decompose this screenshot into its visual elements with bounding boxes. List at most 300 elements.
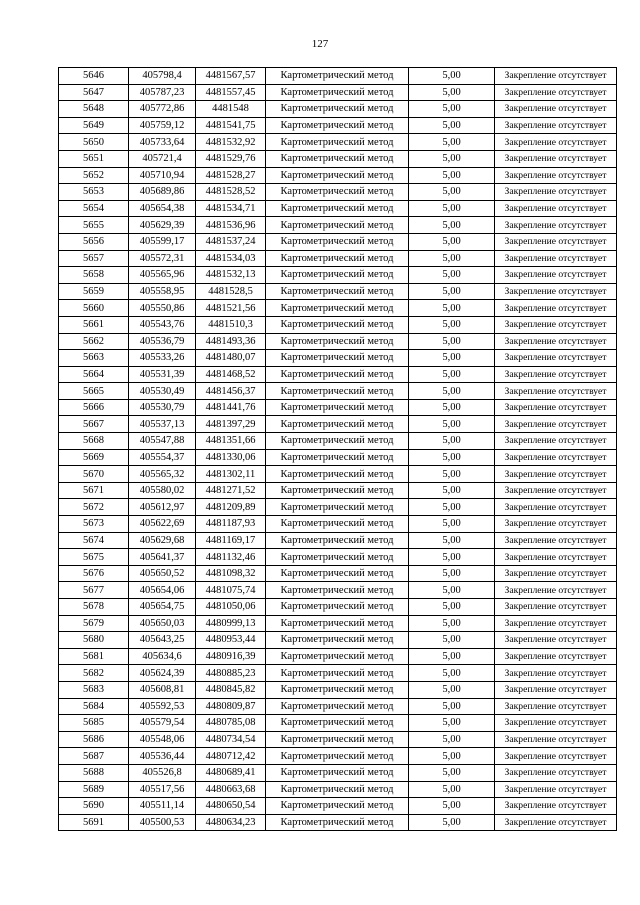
accuracy-cell: 5,00 [409, 565, 495, 582]
point-number-cell: 5647 [59, 84, 129, 101]
accuracy-cell: 5,00 [409, 383, 495, 400]
y-coordinate-cell: 4481468,52 [196, 366, 266, 383]
point-number-cell: 5667 [59, 416, 129, 433]
method-cell: Картометрический метод [266, 482, 409, 499]
fixing-cell: Закрепление отсутствует [495, 516, 617, 533]
y-coordinate-cell: 4481532,13 [196, 267, 266, 284]
point-number-cell: 5657 [59, 250, 129, 267]
point-number-cell: 5678 [59, 599, 129, 616]
accuracy-cell: 5,00 [409, 366, 495, 383]
x-coordinate-cell: 405554,37 [129, 449, 196, 466]
fixing-cell: Закрепление отсутствует [495, 68, 617, 85]
table-row [59, 117, 617, 134]
x-coordinate-cell: 405526,8 [129, 764, 196, 781]
x-coordinate-cell: 405536,44 [129, 748, 196, 765]
point-number-cell: 5674 [59, 532, 129, 549]
accuracy-cell: 5,00 [409, 184, 495, 201]
y-coordinate-cell: 4480916,39 [196, 648, 266, 665]
x-coordinate-cell: 405650,52 [129, 565, 196, 582]
x-coordinate-cell: 405531,39 [129, 366, 196, 383]
fixing-cell: Закрепление отсутствует [495, 648, 617, 665]
x-coordinate-cell: 405759,12 [129, 117, 196, 134]
accuracy-cell: 5,00 [409, 516, 495, 533]
x-coordinate-cell: 405550,86 [129, 300, 196, 317]
x-coordinate-cell: 405710,94 [129, 167, 196, 184]
method-cell: Картометрический метод [266, 416, 409, 433]
y-coordinate-cell: 4480953,44 [196, 632, 266, 649]
point-number-cell: 5681 [59, 648, 129, 665]
table-row [59, 748, 617, 765]
method-cell: Картометрический метод [266, 681, 409, 698]
point-number-cell: 5646 [59, 68, 129, 85]
accuracy-cell: 5,00 [409, 781, 495, 798]
y-coordinate-cell: 4481441,76 [196, 399, 266, 416]
table-row [59, 250, 617, 267]
accuracy-cell: 5,00 [409, 217, 495, 234]
fixing-cell: Закрепление отсутствует [495, 814, 617, 831]
fixing-cell: Закрепление отсутствует [495, 399, 617, 416]
x-coordinate-cell: 405654,38 [129, 200, 196, 217]
accuracy-cell: 5,00 [409, 632, 495, 649]
fixing-cell: Закрепление отсутствует [495, 565, 617, 582]
fixing-cell: Закрепление отсутствует [495, 184, 617, 201]
table-row [59, 599, 617, 616]
point-number-cell: 5655 [59, 217, 129, 234]
method-cell: Картометрический метод [266, 399, 409, 416]
fixing-cell: Закрепление отсутствует [495, 383, 617, 400]
y-coordinate-cell: 4481098,32 [196, 565, 266, 582]
x-coordinate-cell: 405579,54 [129, 715, 196, 732]
x-coordinate-cell: 405772,86 [129, 101, 196, 118]
accuracy-cell: 5,00 [409, 599, 495, 616]
method-cell: Картометрический метод [266, 101, 409, 118]
y-coordinate-cell: 4481567,57 [196, 68, 266, 85]
y-coordinate-cell: 4481132,46 [196, 549, 266, 566]
table-row [59, 433, 617, 450]
fixing-cell: Закрепление отсутствует [495, 482, 617, 499]
table-row [59, 482, 617, 499]
accuracy-cell: 5,00 [409, 532, 495, 549]
y-coordinate-cell: 4480785,08 [196, 715, 266, 732]
x-coordinate-cell: 405565,96 [129, 267, 196, 284]
table-row [59, 632, 617, 649]
accuracy-cell: 5,00 [409, 316, 495, 333]
method-cell: Картометрический метод [266, 648, 409, 665]
x-coordinate-cell: 405622,69 [129, 516, 196, 533]
method-cell: Картометрический метод [266, 150, 409, 167]
fixing-cell: Закрепление отсутствует [495, 715, 617, 732]
x-coordinate-cell: 405689,86 [129, 184, 196, 201]
point-number-cell: 5671 [59, 482, 129, 499]
fixing-cell: Закрепление отсутствует [495, 350, 617, 367]
y-coordinate-cell: 4481528,27 [196, 167, 266, 184]
x-coordinate-cell: 405650,03 [129, 615, 196, 632]
point-number-cell: 5689 [59, 781, 129, 798]
point-number-cell: 5658 [59, 267, 129, 284]
point-number-cell: 5686 [59, 731, 129, 748]
x-coordinate-cell: 405592,53 [129, 698, 196, 715]
point-number-cell: 5660 [59, 300, 129, 317]
table-row [59, 383, 617, 400]
fixing-cell: Закрепление отсутствует [495, 333, 617, 350]
y-coordinate-cell: 4480712,42 [196, 748, 266, 765]
fixing-cell: Закрепление отсутствует [495, 134, 617, 151]
fixing-cell: Закрепление отсутствует [495, 217, 617, 234]
fixing-cell: Закрепление отсутствует [495, 250, 617, 267]
y-coordinate-cell: 4480999,13 [196, 615, 266, 632]
x-coordinate-cell: 405536,79 [129, 333, 196, 350]
table-row [59, 350, 617, 367]
method-cell: Картометрический метод [266, 731, 409, 748]
y-coordinate-cell: 4481351,66 [196, 433, 266, 450]
x-coordinate-cell: 405733,64 [129, 134, 196, 151]
accuracy-cell: 5,00 [409, 167, 495, 184]
y-coordinate-cell: 4481534,71 [196, 200, 266, 217]
y-coordinate-cell: 4481075,74 [196, 582, 266, 599]
fixing-cell: Закрепление отсутствует [495, 150, 617, 167]
table-row [59, 300, 617, 317]
method-cell: Картометрический метод [266, 366, 409, 383]
accuracy-cell: 5,00 [409, 68, 495, 85]
fixing-cell: Закрепление отсутствует [495, 267, 617, 284]
coordinates-table-body [59, 68, 617, 831]
y-coordinate-cell: 4481557,45 [196, 84, 266, 101]
accuracy-cell: 5,00 [409, 250, 495, 267]
y-coordinate-cell: 4481528,52 [196, 184, 266, 201]
fixing-cell: Закрепление отсутствует [495, 101, 617, 118]
x-coordinate-cell: 405572,31 [129, 250, 196, 267]
x-coordinate-cell: 405798,4 [129, 68, 196, 85]
x-coordinate-cell: 405530,79 [129, 399, 196, 416]
table-row [59, 648, 617, 665]
x-coordinate-cell: 405634,6 [129, 648, 196, 665]
table-row [59, 565, 617, 582]
table-row [59, 532, 617, 549]
point-number-cell: 5652 [59, 167, 129, 184]
accuracy-cell: 5,00 [409, 731, 495, 748]
point-number-cell: 5664 [59, 366, 129, 383]
fixing-cell: Закрепление отсутствует [495, 499, 617, 516]
method-cell: Картометрический метод [266, 599, 409, 616]
table-row [59, 516, 617, 533]
point-number-cell: 5672 [59, 499, 129, 516]
method-cell: Картометрический метод [266, 233, 409, 250]
y-coordinate-cell: 4481169,17 [196, 532, 266, 549]
table-row [59, 233, 617, 250]
coordinates-table [58, 67, 617, 831]
fixing-cell: Закрепление отсутствует [495, 681, 617, 698]
accuracy-cell: 5,00 [409, 399, 495, 416]
table-row [59, 781, 617, 798]
y-coordinate-cell: 4481050,06 [196, 599, 266, 616]
method-cell: Картометрический метод [266, 715, 409, 732]
table-row [59, 167, 617, 184]
point-number-cell: 5659 [59, 283, 129, 300]
y-coordinate-cell: 4481528,5 [196, 283, 266, 300]
method-cell: Картометрический метод [266, 466, 409, 483]
point-number-cell: 5666 [59, 399, 129, 416]
y-coordinate-cell: 4480689,41 [196, 764, 266, 781]
fixing-cell: Закрепление отсутствует [495, 167, 617, 184]
method-cell: Картометрический метод [266, 565, 409, 582]
fixing-cell: Закрепление отсутствует [495, 416, 617, 433]
table-row [59, 798, 617, 815]
method-cell: Картометрический метод [266, 665, 409, 682]
fixing-cell: Закрепление отсутствует [495, 582, 617, 599]
y-coordinate-cell: 4481397,29 [196, 416, 266, 433]
point-number-cell: 5670 [59, 466, 129, 483]
accuracy-cell: 5,00 [409, 698, 495, 715]
y-coordinate-cell: 4481493,36 [196, 333, 266, 350]
y-coordinate-cell: 4481510,3 [196, 316, 266, 333]
fixing-cell: Закрепление отсутствует [495, 798, 617, 815]
method-cell: Картометрический метод [266, 433, 409, 450]
x-coordinate-cell: 405641,37 [129, 549, 196, 566]
point-number-cell: 5668 [59, 433, 129, 450]
y-coordinate-cell: 4481456,37 [196, 383, 266, 400]
accuracy-cell: 5,00 [409, 648, 495, 665]
y-coordinate-cell: 4480663,68 [196, 781, 266, 798]
accuracy-cell: 5,00 [409, 814, 495, 831]
point-number-cell: 5685 [59, 715, 129, 732]
method-cell: Картометрический метод [266, 184, 409, 201]
accuracy-cell: 5,00 [409, 449, 495, 466]
fixing-cell: Закрепление отсутствует [495, 698, 617, 715]
point-number-cell: 5676 [59, 565, 129, 582]
fixing-cell: Закрепление отсутствует [495, 632, 617, 649]
x-coordinate-cell: 405654,06 [129, 582, 196, 599]
fixing-cell: Закрепление отсутствует [495, 433, 617, 450]
x-coordinate-cell: 405643,25 [129, 632, 196, 649]
table-row [59, 665, 617, 682]
method-cell: Картометрический метод [266, 532, 409, 549]
y-coordinate-cell: 4481548 [196, 101, 266, 118]
method-cell: Картометрический метод [266, 615, 409, 632]
accuracy-cell: 5,00 [409, 681, 495, 698]
method-cell: Картометрический метод [266, 333, 409, 350]
point-number-cell: 5673 [59, 516, 129, 533]
table-row [59, 416, 617, 433]
fixing-cell: Закрепление отсутствует [495, 731, 617, 748]
point-number-cell: 5675 [59, 549, 129, 566]
point-number-cell: 5683 [59, 681, 129, 698]
accuracy-cell: 5,00 [409, 333, 495, 350]
y-coordinate-cell: 4481536,96 [196, 217, 266, 234]
accuracy-cell: 5,00 [409, 499, 495, 516]
x-coordinate-cell: 405580,02 [129, 482, 196, 499]
y-coordinate-cell: 4481187,93 [196, 516, 266, 533]
table-row [59, 698, 617, 715]
fixing-cell: Закрепление отсутствует [495, 117, 617, 134]
method-cell: Картометрический метод [266, 350, 409, 367]
method-cell: Картометрический метод [266, 200, 409, 217]
y-coordinate-cell: 4481521,56 [196, 300, 266, 317]
method-cell: Картометрический метод [266, 449, 409, 466]
y-coordinate-cell: 4481541,75 [196, 117, 266, 134]
point-number-cell: 5661 [59, 316, 129, 333]
accuracy-cell: 5,00 [409, 200, 495, 217]
accuracy-cell: 5,00 [409, 433, 495, 450]
fixing-cell: Закрепление отсутствует [495, 748, 617, 765]
accuracy-cell: 5,00 [409, 267, 495, 284]
method-cell: Картометрический метод [266, 549, 409, 566]
accuracy-cell: 5,00 [409, 764, 495, 781]
point-number-cell: 5656 [59, 233, 129, 250]
fixing-cell: Закрепление отсутствует [495, 764, 617, 781]
y-coordinate-cell: 4481302,11 [196, 466, 266, 483]
point-number-cell: 5663 [59, 350, 129, 367]
x-coordinate-cell: 405511,14 [129, 798, 196, 815]
table-row [59, 582, 617, 599]
table-row [59, 764, 617, 781]
x-coordinate-cell: 405548,06 [129, 731, 196, 748]
accuracy-cell: 5,00 [409, 466, 495, 483]
y-coordinate-cell: 4480845,82 [196, 681, 266, 698]
table-row [59, 499, 617, 516]
point-number-cell: 5654 [59, 200, 129, 217]
point-number-cell: 5684 [59, 698, 129, 715]
table-row [59, 217, 617, 234]
fixing-cell: Закрепление отсутствует [495, 84, 617, 101]
y-coordinate-cell: 4480885,23 [196, 665, 266, 682]
point-number-cell: 5691 [59, 814, 129, 831]
y-coordinate-cell: 4481529,76 [196, 150, 266, 167]
method-cell: Картометрический метод [266, 117, 409, 134]
x-coordinate-cell: 405787,23 [129, 84, 196, 101]
accuracy-cell: 5,00 [409, 665, 495, 682]
table-row [59, 366, 617, 383]
accuracy-cell: 5,00 [409, 549, 495, 566]
accuracy-cell: 5,00 [409, 798, 495, 815]
accuracy-cell: 5,00 [409, 615, 495, 632]
y-coordinate-cell: 4481330,06 [196, 449, 266, 466]
method-cell: Картометрический метод [266, 582, 409, 599]
point-number-cell: 5679 [59, 615, 129, 632]
x-coordinate-cell: 405543,76 [129, 316, 196, 333]
point-number-cell: 5669 [59, 449, 129, 466]
method-cell: Картометрический метод [266, 316, 409, 333]
y-coordinate-cell: 4481534,03 [196, 250, 266, 267]
method-cell: Картометрический метод [266, 250, 409, 267]
y-coordinate-cell: 4481532,92 [196, 134, 266, 151]
point-number-cell: 5680 [59, 632, 129, 649]
method-cell: Картометрический метод [266, 698, 409, 715]
table-row [59, 715, 617, 732]
table-row [59, 150, 617, 167]
accuracy-cell: 5,00 [409, 150, 495, 167]
fixing-cell: Закрепление отсутствует [495, 615, 617, 632]
method-cell: Картометрический метод [266, 84, 409, 101]
table-row [59, 681, 617, 698]
x-coordinate-cell: 405654,75 [129, 599, 196, 616]
y-coordinate-cell: 4480650,54 [196, 798, 266, 815]
fixing-cell: Закрепление отсутствует [495, 466, 617, 483]
x-coordinate-cell: 405565,32 [129, 466, 196, 483]
table-row [59, 101, 617, 118]
method-cell: Картометрический метод [266, 267, 409, 284]
table-row [59, 200, 617, 217]
x-coordinate-cell: 405537,13 [129, 416, 196, 433]
point-number-cell: 5649 [59, 117, 129, 134]
point-number-cell: 5677 [59, 582, 129, 599]
accuracy-cell: 5,00 [409, 482, 495, 499]
point-number-cell: 5648 [59, 101, 129, 118]
accuracy-cell: 5,00 [409, 134, 495, 151]
x-coordinate-cell: 405547,88 [129, 433, 196, 450]
fixing-cell: Закрепление отсутствует [495, 549, 617, 566]
accuracy-cell: 5,00 [409, 582, 495, 599]
x-coordinate-cell: 405721,4 [129, 150, 196, 167]
page-number: 127 [311, 38, 329, 50]
y-coordinate-cell: 4481271,52 [196, 482, 266, 499]
point-number-cell: 5665 [59, 383, 129, 400]
x-coordinate-cell: 405629,68 [129, 532, 196, 549]
method-cell: Картометрический метод [266, 632, 409, 649]
fixing-cell: Закрепление отсутствует [495, 316, 617, 333]
table-row [59, 731, 617, 748]
table-row [59, 466, 617, 483]
point-number-cell: 5653 [59, 184, 129, 201]
point-number-cell: 5690 [59, 798, 129, 815]
fixing-cell: Закрепление отсутствует [495, 532, 617, 549]
table-row [59, 267, 617, 284]
method-cell: Картометрический метод [266, 217, 409, 234]
method-cell: Картометрический метод [266, 134, 409, 151]
x-coordinate-cell: 405500,53 [129, 814, 196, 831]
method-cell: Картометрический метод [266, 516, 409, 533]
method-cell: Картометрический метод [266, 383, 409, 400]
x-coordinate-cell: 405608,81 [129, 681, 196, 698]
fixing-cell: Закрепление отсутствует [495, 781, 617, 798]
fixing-cell: Закрепление отсутствует [495, 200, 617, 217]
point-number-cell: 5662 [59, 333, 129, 350]
accuracy-cell: 5,00 [409, 84, 495, 101]
table-row [59, 615, 617, 632]
x-coordinate-cell: 405533,26 [129, 350, 196, 367]
method-cell: Картометрический метод [266, 798, 409, 815]
table-row [59, 449, 617, 466]
x-coordinate-cell: 405517,56 [129, 781, 196, 798]
x-coordinate-cell: 405530,49 [129, 383, 196, 400]
accuracy-cell: 5,00 [409, 117, 495, 134]
fixing-cell: Закрепление отсутствует [495, 233, 617, 250]
table-row [59, 184, 617, 201]
y-coordinate-cell: 4480734,54 [196, 731, 266, 748]
accuracy-cell: 5,00 [409, 350, 495, 367]
table-row [59, 549, 617, 566]
fixing-cell: Закрепление отсутствует [495, 599, 617, 616]
method-cell: Картометрический метод [266, 764, 409, 781]
accuracy-cell: 5,00 [409, 283, 495, 300]
method-cell: Картометрический метод [266, 283, 409, 300]
fixing-cell: Закрепление отсутствует [495, 366, 617, 383]
fixing-cell: Закрепление отсутствует [495, 449, 617, 466]
method-cell: Картометрический метод [266, 167, 409, 184]
table-row [59, 399, 617, 416]
x-coordinate-cell: 405599,17 [129, 233, 196, 250]
method-cell: Картометрический метод [266, 68, 409, 85]
table-row [59, 68, 617, 85]
x-coordinate-cell: 405612,97 [129, 499, 196, 516]
table-row [59, 333, 617, 350]
table-row [59, 814, 617, 831]
table-row [59, 134, 617, 151]
y-coordinate-cell: 4480634,23 [196, 814, 266, 831]
table-row [59, 283, 617, 300]
point-number-cell: 5688 [59, 764, 129, 781]
accuracy-cell: 5,00 [409, 101, 495, 118]
y-coordinate-cell: 4480809,87 [196, 698, 266, 715]
